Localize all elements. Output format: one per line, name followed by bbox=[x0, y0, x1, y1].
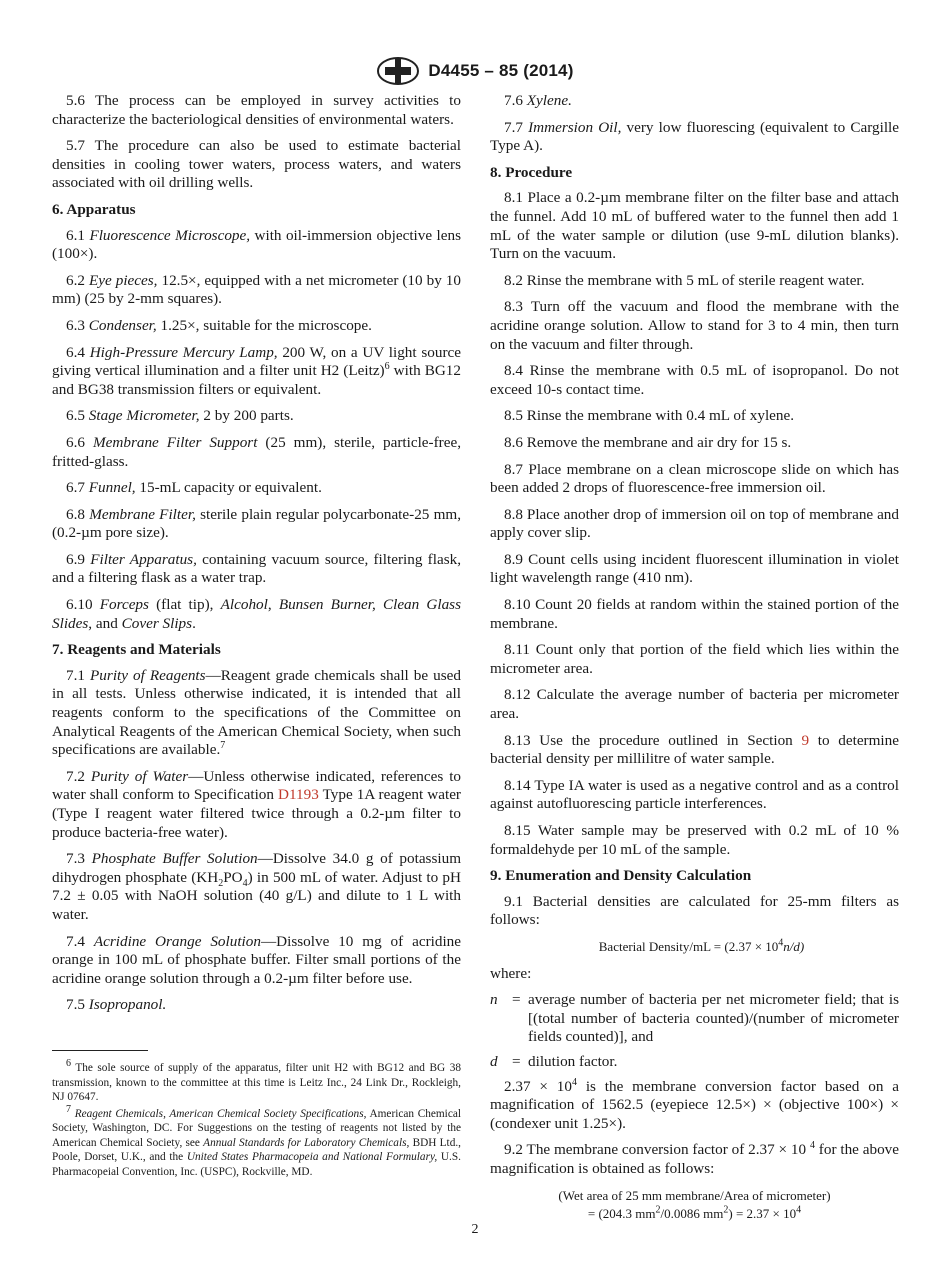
paragraph-8-2: 8.2 Rinse the membrane with 5 mL of sterile reagent water. bbox=[504, 271, 865, 289]
paragraph-8-10: 8.10 Count 20 fields at random within the stained portion of the membrane. bbox=[490, 596, 899, 632]
paragraph-8-1: 8.1 Place a 0.2-µm membrane filter on the filter base and attach the funnel. Add 10 mL of buffered water to the funnel then add 1 mL of the water sample or dilution (use 9-mL dilution blanks). Turn on the vacuum. bbox=[490, 189, 899, 263]
paragraph-8-7: 8.7 Place membrane on a clean microscope slide on which has been added 2 drops of fluorescence-free immersion oil. bbox=[490, 460, 899, 497]
paragraph-9-1: 9.1 Bacterial densities are calculated for 25-mm filters as follows: bbox=[490, 892, 899, 929]
paragraph-8-4: 8.4 Rinse the membrane with 0.5 mL of isopropanol. Do not exceed 10-s contact time. bbox=[490, 362, 899, 398]
left-column bbox=[52, 92, 461, 1023]
document-designation: D4455 – 85 (2014) bbox=[428, 61, 574, 80]
paragraph-8-9: 8.9 Count cells using incident fluorescent illumination in violet light wavelength range (410 nm). bbox=[490, 550, 899, 587]
paragraph-8-5: 8.5 Rinse the membrane with 0.4 mL of xylene. bbox=[504, 407, 795, 425]
paragraph-8-11: 8.11 Count only that portion of the field which lies within the micrometer area. bbox=[490, 641, 899, 677]
section-heading-apparatus: 6. Apparatus bbox=[52, 200, 136, 218]
paragraph-6-2: 6.2 Eye pieces, 12.5×, equipped with a net micrometer (10 by 10 mm) (25 by 2-mm squares). bbox=[52, 271, 461, 308]
paragraph-conversion-factor: $2.37 \times 10^4$ is the membrane conversion factor based on a magnification of 1562.5 (eyepiece 12.5×) × (objective 100×) × (condexer unit 1.25×). bbox=[490, 1076, 899, 1132]
paragraph-7-2: 7.2 Purity of Water—Unless otherwise indicated, references to water shall conform to Specification D1193 Type 1A reagent water (Type I reagent water filtered twice through a 0.2-µm filter to produce bacteria-free water). bbox=[52, 767, 462, 841]
paragraph-6-3: 6.3 Condenser, 1.25×, suitable for the microscope. bbox=[66, 316, 372, 334]
paragraph-7-4: 7.4 Acridine Orange Solution—Dissolve 10 mg of acridine orange in 100 mL of phosphate buffer. Filter small portions of the acridine orange solution through a 0.2-µm filter before use. bbox=[52, 932, 462, 987]
paragraph-5-7: 5.7 The procedure can also be used to estimate bacterial densities in cooling tower waters, process waters, and waters associated with oil drilling wells. bbox=[52, 137, 461, 192]
where-label: where: bbox=[490, 964, 532, 982]
calculation-line-2: = (204.3 $mm^2/0.0086$ $mm^2) = 2.37 \times 10^4$ bbox=[587, 1204, 802, 1221]
paragraph-6-5: 6.5 Stage Micrometer, 2 by 200 parts. bbox=[66, 407, 294, 425]
paragraph-7-7: 7.7 Immersion Oil, very low fluorescing (equivalent to Cargille Type A). bbox=[490, 118, 899, 155]
paragraph-8-6: 8.6 Remove the membrane and air dry for 15 s. bbox=[504, 433, 792, 451]
section-heading-procedure: 8. Procedure bbox=[490, 163, 573, 181]
footnotes bbox=[52, 1050, 461, 1181]
paragraph-8-3: 8.3 Turn off the vacuum and flood the membrane with the acridine orange solution. Allow to stand for 3 to 4 min, then turn on the vacuum and filter through. bbox=[490, 298, 899, 353]
section-heading-reagents: 7. Reagents and Materials bbox=[52, 641, 221, 659]
footnote-6: 6 The sole source of supply of the apparatus, filter unit H2 with BG12 and BG 38 transmission, known to the committee at this time is Leitz Inc., 24 Link Dr., Rockleigh, NJ 07647. bbox=[52, 1058, 461, 1103]
page-header bbox=[0, 56, 950, 86]
paragraph-5-6: 5.6 The process can be employed in survey activities to characterize the bacteriological densities of environmental waters. bbox=[52, 92, 461, 128]
footnote-7: 7 Reagent Chemicals, American Chemical Society Specifications, American Chemical Society, Washington, DC. For Suggestions on the testing of reagents not listed by the American Chemical Society, see Annual Standards for Laboratory Chemicals, BDH Ltd., Poole, Dorset, U.K., and the United States Pharmacopeia and National Formulary, U.S. Pharmacopeial Convention, Inc. (USPC), Rockville, MD. bbox=[52, 1103, 461, 1178]
definition-d: d = dilution factor. bbox=[490, 1052, 618, 1070]
paragraph-8-13: 8.13 Use the procedure outlined in Section 9 to determine bacterial density per millilitre of water sample. bbox=[490, 731, 899, 768]
paragraph-7-1: 7.1 Purity of Reagents—Reagent grade chemicals shall be used in all tests. Unless otherwise indicated, it is intended that all reagents conform to the specifications of the Committee on Analytical Reagents of the American Chemical Society, when such specifications are available.$^7$ bbox=[52, 666, 462, 759]
page-number: 2 bbox=[471, 1222, 479, 1237]
footnote-ref-7: 7 bbox=[220, 740, 226, 752]
density-formula: Bacterial Density/mL = $(2.37 \times 10^4n/d)$ bbox=[598, 937, 805, 954]
conversion-calculation bbox=[490, 1187, 899, 1223]
footnote-ref-6: 6 bbox=[384, 361, 390, 373]
paragraph-6-4: 6.4 High-Pressure Mercury Lamp, 200 W, on a UV light source giving vertical illumination and a filter unit H2 (Leitz)$^6$ with BG12 and BG38 transmission filters or equivalent. bbox=[52, 343, 461, 398]
section-heading-enumeration: 9. Enumeration and Density Calculation bbox=[490, 867, 752, 885]
definition-n: n = average number of bacteria per net micrometer field; that is [(total number of bacteria counted)/(number of micrometer fields counted)], and bbox=[490, 991, 899, 1046]
paragraph-6-8: 6.8 Membrane Filter, sterile plain regular polycarbonate-25 mm, (0.2-µm pore size). bbox=[52, 505, 462, 542]
footnote-divider bbox=[52, 1050, 148, 1051]
paragraph-7-6: 7.6 Xylene. bbox=[504, 92, 572, 109]
calculation-line-1: (Wet area of 25 mm membrane/Area of micrometer) bbox=[558, 1187, 831, 1203]
link-d1193[interactable]: D1193 bbox=[278, 786, 319, 804]
paragraph-6-7: 6.7 Funnel, 15-mL capacity or equivalent. bbox=[66, 479, 322, 497]
right-column bbox=[490, 92, 899, 1223]
paragraph-7-3: 7.3 Phosphate Buffer Solution—Dissolve 34.0 g of potassium dihydrogen phosphate $(KH_2PO_4)$ in 500 mL of water. Adjust to pH 7.2 ± 0.05 with NaOH solution (40 g/L) and dilute to 1 L with water. bbox=[52, 850, 462, 923]
paragraph-8-15: 8.15 Water sample may be preserved with 0.2 mL of 10 % formaldehyde per 10 mL of the sample. bbox=[490, 822, 899, 858]
astm-logo-icon bbox=[376, 56, 420, 86]
link-section-9[interactable]: 9 bbox=[801, 731, 810, 749]
paragraph-6-1: 6.1 Fluorescence Microscope, with oil-immersion objective lens (100×). bbox=[52, 226, 462, 263]
paragraph-6-9: 6.9 Filter Apparatus, containing vacuum source, filtering flask, and a filtering flask as a water trap. bbox=[52, 550, 461, 587]
paragraph-6-10: 6.10 Forceps (flat tip), Alcohol, Bunsen Burner, Clean Glass Slides, and Cover Slips. bbox=[52, 596, 462, 632]
paragraph-6-6: 6.6 Membrane Filter Support (25 mm), sterile, particle-free, fritted-glass. bbox=[52, 433, 461, 470]
paragraph-8-8: 8.8 Place another drop of immersion oil on top of membrane and apply cover slip. bbox=[490, 505, 899, 542]
paragraph-9-2: 9.2 The membrane conversion factor of 2.37 × 10 $^4$ for the above magnification is obtained as follows: bbox=[490, 1140, 899, 1177]
paragraph-8-14: 8.14 Type IA water is used as a negative control and as a control against autofluorescing particle interferences. bbox=[490, 776, 899, 813]
paragraph-7-5: 7.5 Isopropanol. bbox=[66, 996, 167, 1014]
paragraph-8-12: 8.12 Calculate the average number of bacteria per micrometer area. bbox=[490, 686, 899, 723]
